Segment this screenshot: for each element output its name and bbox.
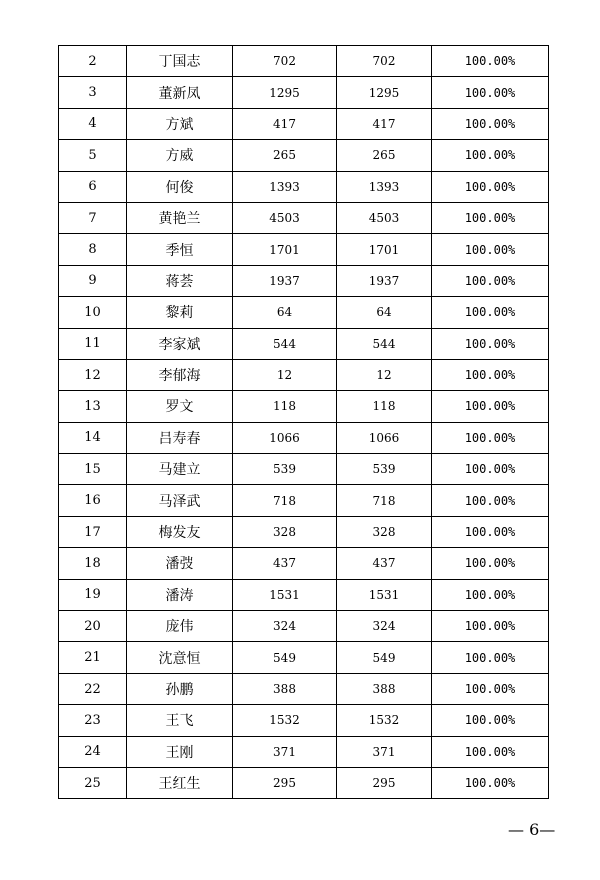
name-cell: 方威	[127, 140, 233, 171]
rate-cell: 100.00%	[432, 548, 549, 579]
rate-cell: 100.00%	[432, 140, 549, 171]
name-cell: 王刚	[127, 736, 233, 767]
rate-cell: 100.00%	[432, 328, 549, 359]
completed-cell: 1531	[337, 579, 432, 610]
name-cell: 蒋荟	[127, 265, 233, 296]
table-row	[59, 140, 549, 171]
value-cell: 539	[233, 454, 337, 485]
row-index-cell: 10	[59, 297, 127, 328]
name-cell: 黄艳兰	[127, 202, 233, 233]
rate-cell: 100.00%	[432, 422, 549, 453]
rate-cell: 100.00%	[432, 46, 549, 77]
value-cell: 549	[233, 642, 337, 673]
completed-cell: 549	[337, 642, 432, 673]
value-cell: 544	[233, 328, 337, 359]
completed-cell: 64	[337, 297, 432, 328]
completed-cell: 702	[337, 46, 432, 77]
completed-cell: 12	[337, 359, 432, 390]
value-cell: 388	[233, 673, 337, 704]
page-number: — 6—	[508, 820, 556, 839]
table-row	[59, 265, 549, 296]
table-row	[59, 454, 549, 485]
table-row	[59, 171, 549, 202]
row-index-cell: 5	[59, 140, 127, 171]
rate-cell: 100.00%	[432, 673, 549, 704]
row-index-cell: 9	[59, 265, 127, 296]
table-row	[59, 234, 549, 265]
name-cell: 马建立	[127, 454, 233, 485]
name-cell: 潘弢	[127, 548, 233, 579]
row-index-cell: 24	[59, 736, 127, 767]
rate-cell: 100.00%	[432, 454, 549, 485]
rate-cell: 100.00%	[432, 516, 549, 547]
value-cell: 4503	[233, 202, 337, 233]
rate-cell: 100.00%	[432, 265, 549, 296]
value-cell: 1937	[233, 265, 337, 296]
table-row	[59, 422, 549, 453]
row-index-cell: 19	[59, 579, 127, 610]
completed-cell: 437	[337, 548, 432, 579]
name-cell: 王飞	[127, 705, 233, 736]
row-index-cell: 7	[59, 202, 127, 233]
table-row	[59, 485, 549, 516]
completed-cell: 544	[337, 328, 432, 359]
value-cell: 1532	[233, 705, 337, 736]
completed-cell: 328	[337, 516, 432, 547]
row-index-cell: 22	[59, 673, 127, 704]
row-index-cell: 11	[59, 328, 127, 359]
row-index-cell: 4	[59, 108, 127, 139]
completed-cell: 388	[337, 673, 432, 704]
table-row	[59, 642, 549, 673]
value-cell: 1701	[233, 234, 337, 265]
completed-cell: 718	[337, 485, 432, 516]
table-body	[59, 46, 549, 799]
value-cell: 1066	[233, 422, 337, 453]
rate-cell: 100.00%	[432, 234, 549, 265]
value-cell: 1531	[233, 579, 337, 610]
name-cell: 董新凤	[127, 77, 233, 108]
table-row	[59, 673, 549, 704]
data-table	[58, 45, 549, 799]
name-cell: 方斌	[127, 108, 233, 139]
rate-cell: 100.00%	[432, 767, 549, 798]
completed-cell: 1393	[337, 171, 432, 202]
row-index-cell: 14	[59, 422, 127, 453]
row-index-cell: 15	[59, 454, 127, 485]
row-index-cell: 12	[59, 359, 127, 390]
rate-cell: 100.00%	[432, 705, 549, 736]
value-cell: 1295	[233, 77, 337, 108]
table-row	[59, 328, 549, 359]
rate-cell: 100.00%	[432, 359, 549, 390]
table-row	[59, 46, 549, 77]
value-cell: 118	[233, 391, 337, 422]
name-cell: 季恒	[127, 234, 233, 265]
rate-cell: 100.00%	[432, 77, 549, 108]
rate-cell: 100.00%	[432, 108, 549, 139]
name-cell: 梅发友	[127, 516, 233, 547]
name-cell: 沈意恒	[127, 642, 233, 673]
value-cell: 1393	[233, 171, 337, 202]
rate-cell: 100.00%	[432, 391, 549, 422]
table-row	[59, 611, 549, 642]
value-cell: 64	[233, 297, 337, 328]
rate-cell: 100.00%	[432, 297, 549, 328]
table-row	[59, 736, 549, 767]
name-cell: 马泽武	[127, 485, 233, 516]
row-index-cell: 25	[59, 767, 127, 798]
value-cell: 718	[233, 485, 337, 516]
value-cell: 295	[233, 767, 337, 798]
table-row	[59, 516, 549, 547]
value-cell: 437	[233, 548, 337, 579]
row-index-cell: 21	[59, 642, 127, 673]
row-index-cell: 17	[59, 516, 127, 547]
value-cell: 328	[233, 516, 337, 547]
name-cell: 黎莉	[127, 297, 233, 328]
rate-cell: 100.00%	[432, 202, 549, 233]
name-cell: 何俊	[127, 171, 233, 202]
row-index-cell: 13	[59, 391, 127, 422]
name-cell: 庞伟	[127, 611, 233, 642]
rate-cell: 100.00%	[432, 611, 549, 642]
row-index-cell: 20	[59, 611, 127, 642]
row-index-cell: 3	[59, 77, 127, 108]
row-index-cell: 23	[59, 705, 127, 736]
table-row	[59, 297, 549, 328]
name-cell: 罗文	[127, 391, 233, 422]
rate-cell: 100.00%	[432, 736, 549, 767]
value-cell: 702	[233, 46, 337, 77]
table-row	[59, 359, 549, 390]
completed-cell: 539	[337, 454, 432, 485]
table-row	[59, 108, 549, 139]
rate-cell: 100.00%	[432, 642, 549, 673]
completed-cell: 295	[337, 767, 432, 798]
completed-cell: 371	[337, 736, 432, 767]
rate-cell: 100.00%	[432, 485, 549, 516]
completed-cell: 324	[337, 611, 432, 642]
completed-cell: 265	[337, 140, 432, 171]
value-cell: 371	[233, 736, 337, 767]
completed-cell: 1295	[337, 77, 432, 108]
table-row	[59, 548, 549, 579]
value-cell: 12	[233, 359, 337, 390]
row-index-cell: 2	[59, 46, 127, 77]
name-cell: 王红生	[127, 767, 233, 798]
rate-cell: 100.00%	[432, 579, 549, 610]
name-cell: 孙鹏	[127, 673, 233, 704]
completed-cell: 118	[337, 391, 432, 422]
completed-cell: 1066	[337, 422, 432, 453]
value-cell: 265	[233, 140, 337, 171]
row-index-cell: 8	[59, 234, 127, 265]
row-index-cell: 6	[59, 171, 127, 202]
table-row	[59, 391, 549, 422]
table-row	[59, 767, 549, 798]
row-index-cell: 16	[59, 485, 127, 516]
name-cell: 潘涛	[127, 579, 233, 610]
value-cell: 417	[233, 108, 337, 139]
table-row	[59, 705, 549, 736]
table-row	[59, 77, 549, 108]
row-index-cell: 18	[59, 548, 127, 579]
table-row	[59, 202, 549, 233]
name-cell: 吕寿春	[127, 422, 233, 453]
table-row	[59, 579, 549, 610]
name-cell: 李郁海	[127, 359, 233, 390]
rate-cell: 100.00%	[432, 171, 549, 202]
name-cell: 丁国志	[127, 46, 233, 77]
completed-cell: 1532	[337, 705, 432, 736]
name-cell: 李家斌	[127, 328, 233, 359]
completed-cell: 1937	[337, 265, 432, 296]
completed-cell: 1701	[337, 234, 432, 265]
completed-cell: 4503	[337, 202, 432, 233]
value-cell: 324	[233, 611, 337, 642]
completed-cell: 417	[337, 108, 432, 139]
